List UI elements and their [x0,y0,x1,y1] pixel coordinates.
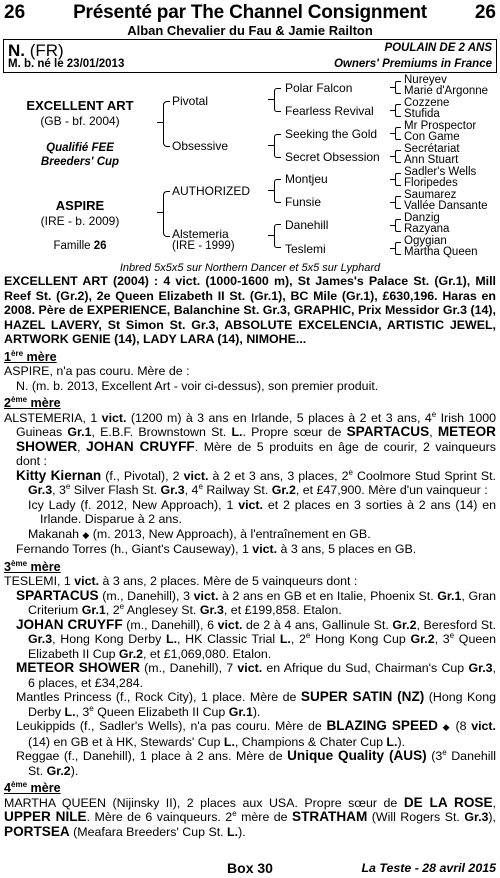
sale-place-date: La Teste - 28 avril 2015 [361,861,496,875]
section-3rd-dam: 3ème mère [4,558,61,574]
mantles-princess-paragraph: Mantles Princess (f., Rock City), 1 place. Mère de SUPER SATIN (NZ) (Hong Kong Derby L., 3e Queen Elizabeth II Cup Gr.1). [16,689,496,719]
reggae-paragraph: Reggae (f., Danehill), 1 place à 2 ans. Mère de Unique Quality (AUS) (3e Danehill St. Gr.2). [16,747,497,778]
consignor-title: Présenté par The Channel Consignment [73,2,427,23]
kitty-kiernan-paragraph: Kitty Kiernan (f., Pivotal), 2 vict. à 2 et 3 ans, 3 places, 2e Coolmore Stud Sprint St. Gr.3, 3e Silver Flash St. Gr.3, 4e Railway St. Gr.2, et £47,900. Mère d'un vainqueur : [16,467,496,497]
bracket-g3-7 [395,219,401,232]
gen4-9: Sadler's Wells [404,166,477,178]
sire-bracket-tick [157,122,163,123]
gen3-4: Secret Obsession [285,150,380,164]
bracket-g3-4 [395,150,401,163]
bracket-g3-5-tick [390,179,395,180]
gen3-6: Funsie [285,195,322,209]
dam-name: ASPIRE [55,198,105,213]
bracket-g3-1-tick [390,87,395,88]
sire-paragraph: EXCELLENT ART (2004) : 4 vict. (1000-1600 m), St James's Palace St. (Gr.1), Mill Reef St. (Gr.2), 2e Queen Elizabeth II St. (Gr.1), BC Mile (Gr.1), £630,196. Haras en 2008. Père de EXPERIENCE, Balanchine St. Gr.3, GRAPHIC, Prix Messidor Gr.3 (14), HAZEL LAVERY, St Simon St. Gr.3, ABSOLUTE EXCELENCIA, ARTISTIC JEWEL, ARTWORK GENIE (14), LADY LARA (14), NIMOHE... [4,274,496,346]
horse-country: (FR) [29,41,64,60]
lot-number-right: 26 [474,2,496,23]
box-number: Box 30 [227,860,273,876]
horse-birth: M. b. né le 23/01/2013 [8,58,125,70]
section-1st-dam: 1ère mère [4,348,57,364]
bracket-g2-1-tick [268,99,274,100]
diamond-icon: ◆ [442,722,451,732]
gen4-2: Marie d'Argonne [404,85,489,97]
diamond-icon: ◆ [82,529,90,540]
bracket-g2-3 [274,179,281,203]
gen4-13: Danzig [404,212,440,224]
gen4-16: Martha Queen [404,246,478,258]
gen2-dam-dam-info: (IRE - 1999) [172,240,235,252]
gen4-5: Mr Prospector [404,120,477,132]
bracket-g3-2 [395,104,401,117]
bracket-g2-4 [274,224,281,248]
sire-bracket [163,101,170,147]
icy-lady-paragraph: Icy Lady (f. 2012, New Approach), 1 vict. et 2 places en 3 sorties à 2 ans (14) en Irlande. Disparue à 2 ans. [28,497,497,526]
inbreeding-note: Inbred 5x5x5 sur Northern Dancer et 5x5 sur Lyphard [119,262,381,274]
gen4-12: Vallée Dansante [404,200,488,212]
sire-note-1: Qualifié FEE [46,142,114,154]
bracket-g3-6 [395,196,401,209]
gen4-11: Saumarez [404,189,457,201]
horse-name: N. [8,41,25,60]
makanah-paragraph: Makanah ◆ (m. 2013, New Approach), à l'entraînement en GB. [28,526,371,541]
gen4-3: Cozzene [404,97,450,109]
bracket-g3-2-tick [390,110,395,111]
horse-id-box [3,39,497,73]
dam-produce: N. (m. b. 2013, Excellent Art - voir ci-dessus), son premier produit. [16,378,379,393]
gen4-1: Nureyev [404,74,447,86]
gen3-5: Montjeu [285,172,328,186]
horse-sex-age: POULAIN DE 2 ANS [384,42,492,54]
gen3-2: Fearless Revival [285,104,374,118]
gen3-7: Danehill [285,218,329,232]
bracket-g3-4-tick [390,156,395,157]
dam-bracket [163,191,170,237]
bracket-g3-8 [395,242,401,255]
gen4-8: Ann Stuart [404,154,459,166]
page-header [0,2,500,38]
gen2-dam-sire: AUTHORIZED [172,184,250,198]
pedigree-table [0,72,500,272]
gen2-dam-dam: Alstemeria [172,227,229,241]
meteor-shower-paragraph: METEOR SHOWER (m., Danehill), 7 vict. en Afrique du Sud, Chairman's Cup Gr.3, 6 places, et £34,284. [16,660,496,690]
gen2-sire-sire: Pivotal [172,94,209,108]
gen4-14: Razyana [404,223,450,235]
owners-premium: Owners' Premiums in France [333,58,492,70]
johan-cruyff-paragraph: JOHAN CRUYFF (m., Danehill), 6 vict. de 2 à 4 ans, Gallinule St. Gr.2, Beresford St. Gr.3, Hong Kong Derby L., HK Classic Trial L., 2e Hong Kong Cup Gr.2, 3e Queen Elizabeth II Cup Gr.2, et £1,069,080. Etalon. [16,616,497,661]
gen4-15: Ogygian [404,235,447,247]
martha-queen-paragraph: MARTHA QUEEN (Nijinsky II), 2 places aux USA. Propre sœur de DE LA ROSE, UPPER NILE. Mère de 6 vainqueurs. 2e mère de STRATHAM (Will Rogers St. Gr.3), PORTSEA (Meafara Breeders' Cup St. L.). [4,794,496,839]
catalogue-body [4,274,496,839]
gen4-10: Floripedes [404,177,458,189]
bracket-g3-5 [395,173,401,186]
dam-bracket-tick [157,212,163,213]
bracket-g2-2-tick [268,145,274,146]
bracket-g3-3 [395,127,401,140]
section-4th-dam: 4ème mère [4,779,61,795]
dam-info: (IRE - b. 2009) [40,214,120,228]
dam-text: ASPIRE, n'a pas couru. Mère de : [4,364,190,378]
fernando-torres-paragraph: Fernando Torres (h., Giant's Causeway), 1 vict. à 3 ans, 5 places en GB. [16,542,417,556]
sire-name: EXCELLENT ART [26,98,134,113]
section-2nd-dam: 2ème mère [4,394,61,410]
sire-note-2: Breeders' Cup [40,156,120,168]
gen4-7: Secrétariat [404,143,460,155]
bracket-g3-3-tick [390,133,395,134]
teslemi-paragraph: TESLEMI, 1 vict. à 3 ans, 2 places. Mère de 5 vainqueurs dont : [4,574,358,588]
sire-info: (GB - bf. 2004) [40,114,120,128]
gen3-8: Teslemi [285,242,326,256]
leukippids-paragraph: Leukippids (f., Sadler's Wells), n'a pas couru. Mère de BLAZING SPEED ◆ (8 vict. (14) en GB et à HK, Stewards' Cup L., Champions & Chater Cup L.). [16,718,496,749]
bracket-g2-1 [274,88,281,112]
bracket-g3-1 [395,81,401,94]
bracket-g3-8-tick [390,248,395,249]
gen4-6: Con Game [404,131,460,143]
alstemeria-paragraph: ALSTEMERIA, 1 vict. (1200 m) à 3 ans en Irlande, 5 places à 2 et 3 ans, 4e Irish 1000 Guineas Gr.1, E.B.F. Brownstown St. L.. Propre sœur de SPARTACUS, METEOR SHOWER, JOHAN CRUYFF. Mère de 5 produits en âge de courir, 2 vainqueurs dont : [4,409,497,468]
bracket-g3-6-tick [390,202,395,203]
bracket-g3-7-tick [390,225,395,226]
page-footer [0,860,500,878]
gen3-3: Seeking the Gold [285,127,378,141]
bracket-g2-4-tick [268,235,274,236]
family-label: Famille [53,240,91,252]
consignor-names: Alban Chevalier du Fau & Jamie Railton [127,23,373,38]
bracket-g2-2 [274,134,281,158]
spartacus-paragraph: SPARTACUS (m., Danehill), 3 vict. à 2 ans en GB et en Italie, Phoenix St. Gr.1, Gran Criterium Gr.1, 2e Anglesey St. Gr.3, et £199,858. Etalon. [16,587,496,617]
gen2-sire-dam: Obsessive [172,139,229,153]
dam-family [0,240,160,252]
gen4-4: Stufida [404,108,440,120]
gen3-1: Polar Falcon [285,81,353,95]
bracket-g2-3-tick [268,190,274,191]
lot-number-left: 26 [4,2,26,23]
family-number: 26 [93,240,107,252]
